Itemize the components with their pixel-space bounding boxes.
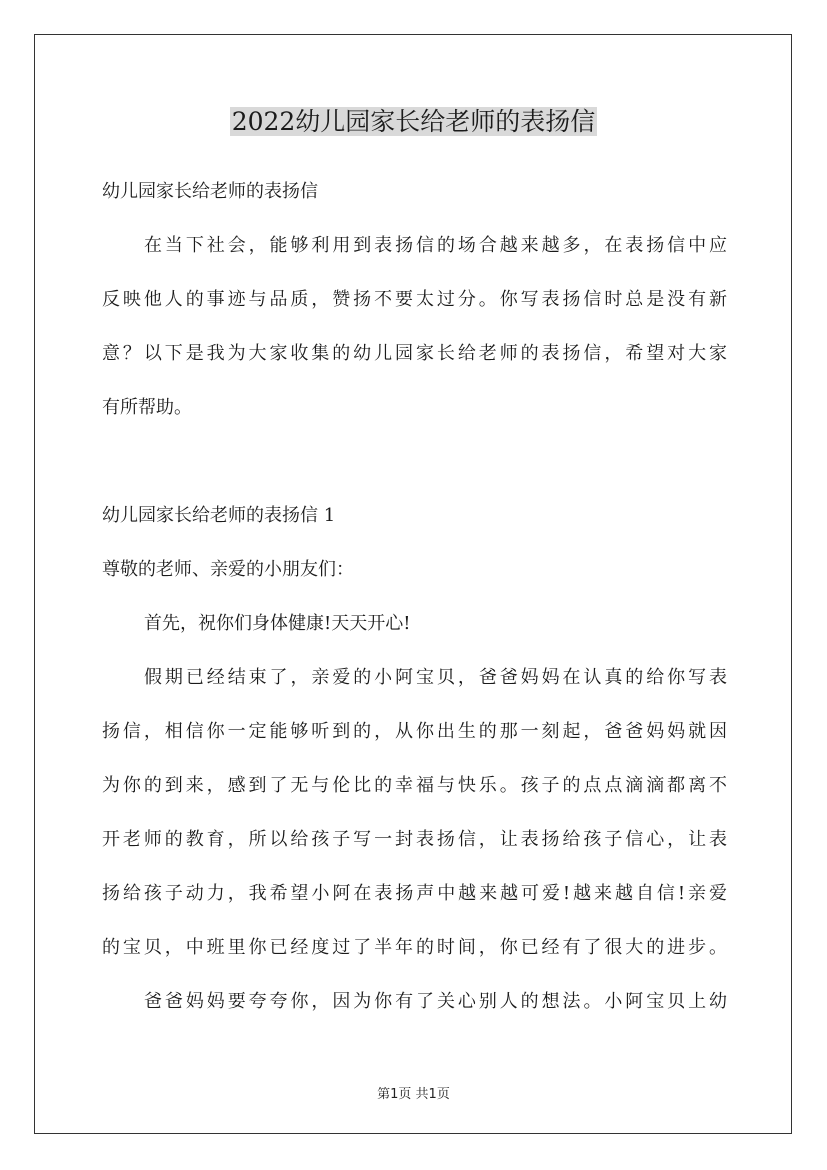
blank-line [102, 435, 727, 489]
body-line: 开老师的教育，所以给孩子写一封表扬信，让表扬给孩子信心，让表 [102, 829, 727, 850]
body-line: 扬给孩子动力，我希望小阿在表扬声中越来越可爱!越来越自信!亲爱 [102, 883, 727, 904]
page-footer: 第1页 共1页 [377, 1087, 450, 1102]
intro-line: 在当下社会，能够利用到表扬信的场合越来越多，在表扬信中应 [144, 235, 727, 256]
body-line: 爸爸妈妈要夸夸你，因为你有了关心别人的想法。小阿宝贝上幼 [144, 991, 727, 1012]
document-title [0, 103, 827, 141]
document-title-text: 2022幼儿园家长给老师的表扬信 [231, 107, 596, 136]
body-line: 扬信，相信你一定能够听到的，从你出生的那一刻起，爸爸妈妈就因 [102, 721, 727, 742]
subtitle: 幼儿园家长给老师的表扬信 [102, 181, 318, 202]
intro-line: 意？以下是我为大家收集的幼儿园家长给老师的表扬信，希望对大家 [102, 343, 727, 364]
body-line: 假期已经结束了，亲爱的小阿宝贝，爸爸妈妈在认真的给你写表 [144, 667, 727, 688]
wish-line: 首先，祝你们身体健康!天天开心! [144, 613, 411, 634]
intro-line: 有所帮助。 [102, 397, 192, 418]
greeting: 尊敬的老师、亲爱的小朋友们： [102, 559, 354, 580]
intro-line: 反映他人的事迹与品质，赞扬不要太过分。你写表扬信时总是没有新 [102, 289, 727, 310]
document-body [102, 165, 727, 1029]
body-line: 的宝贝，中班里你已经度过了半年的时间，你已经有了很大的进步。 [102, 937, 727, 958]
section-title: 幼儿园家长给老师的表扬信 1 [102, 505, 336, 526]
body-line: 为你的到来，感到了无与伦比的幸福与快乐。孩子的点点滴滴都离不 [102, 775, 727, 796]
